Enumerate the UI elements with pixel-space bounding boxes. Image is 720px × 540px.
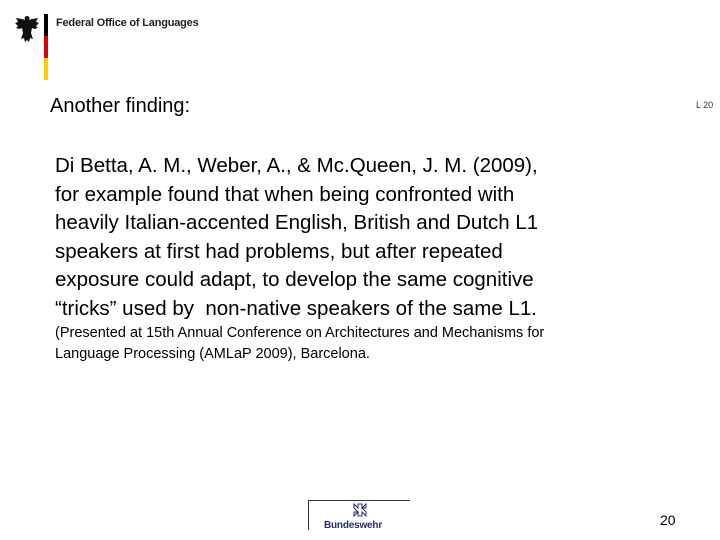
- logo-rule-left: [308, 500, 309, 530]
- body-line: speakers at first had problems, but after repeated: [55, 239, 503, 263]
- citation: [55, 323, 675, 365]
- body-paragraph: [55, 152, 695, 323]
- logo-rule-top: [308, 500, 410, 501]
- body-line: for example found that when being confronted with: [55, 182, 515, 206]
- federal-eagle-icon: [14, 14, 40, 44]
- agency-name: Federal Office of Languages: [56, 17, 199, 29]
- body-line: “tricks” used by non-native speakers of the same L1.: [55, 296, 537, 320]
- body-line: heavily Italian-accented English, British and Dutch L1: [55, 211, 539, 234]
- slide-code: L 20: [696, 100, 714, 110]
- flag-stripe-red: [44, 36, 48, 58]
- citation-line: Language Processing (AMLaP 2009), Barcelona.: [55, 346, 370, 362]
- body-line: Di Betta, A. M., Weber, A., & Mc.Queen, J. M. (2009),: [55, 154, 538, 177]
- logo-label: Bundeswehr: [324, 520, 383, 531]
- slide-heading: Another finding:: [50, 95, 191, 117]
- flag-bar: [44, 14, 48, 80]
- citation-line: (Presented at 15th Annual Conference on Architectures and Mechanisms for: [55, 325, 545, 341]
- bundeswehr-logo: [308, 500, 412, 534]
- iron-cross-icon: [352, 502, 368, 518]
- flag-stripe-gold: [44, 58, 48, 80]
- page-number: 20: [660, 512, 676, 528]
- body-line: exposure could adapt, to develop the same cognitive: [55, 268, 534, 291]
- flag-stripe-black: [44, 14, 48, 36]
